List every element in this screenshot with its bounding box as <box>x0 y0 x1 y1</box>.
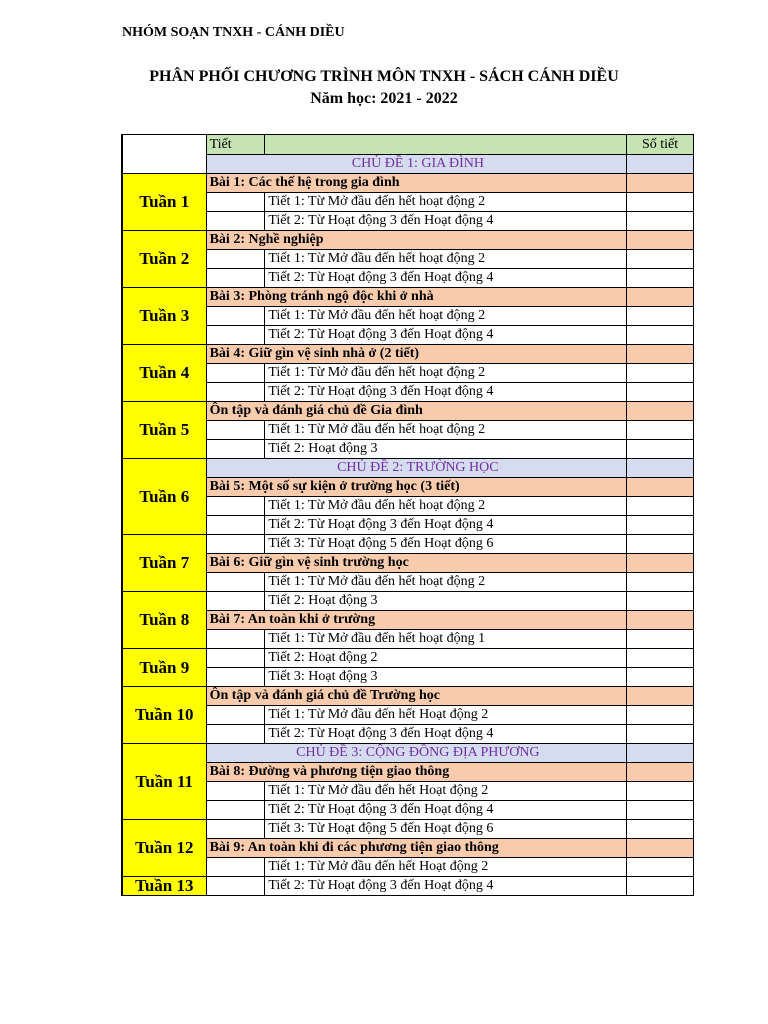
period-row <box>122 307 694 326</box>
lesson-row <box>122 687 694 706</box>
period-text: Tiết 1: Từ Mở đầu đến hết hoạt động 2 <box>265 573 627 592</box>
week-label: Tuần 13 <box>122 877 206 896</box>
period-row <box>122 364 694 383</box>
period-row <box>122 193 694 212</box>
week-label: Tuần 2 <box>122 231 206 288</box>
period-row <box>122 326 694 345</box>
count-cell <box>627 535 694 554</box>
count-cell <box>627 250 694 269</box>
period-row <box>122 212 694 231</box>
period-row <box>122 516 694 535</box>
count-cell <box>627 155 694 174</box>
count-cell <box>627 877 694 896</box>
column-header-content <box>265 135 627 155</box>
lesson-title: Bài 4: Giữ gìn vệ sinh nhà ở (2 tiết) <box>206 345 627 364</box>
count-cell <box>627 611 694 630</box>
week-label: Tuần 12 <box>122 820 206 877</box>
count-cell <box>627 573 694 592</box>
period-row <box>122 269 694 288</box>
period-text: Tiết 1: Từ Mở đầu đến hết hoạt động 2 <box>265 364 627 383</box>
period-text: Tiết 2: Từ Hoạt động 3 đến Hoạt động 4 <box>265 269 627 288</box>
tiet-cell <box>206 820 265 839</box>
lesson-title: Ôn tập và đánh giá chủ đề Trường học <box>206 687 627 706</box>
period-row <box>122 250 694 269</box>
period-row <box>122 497 694 516</box>
count-cell <box>627 763 694 782</box>
period-text: Tiết 3: Từ Hoạt động 5 đến Hoạt động 6 <box>265 820 627 839</box>
lesson-row <box>122 763 694 782</box>
lesson-row <box>122 288 694 307</box>
count-cell <box>627 497 694 516</box>
period-row <box>122 668 694 687</box>
period-text: Tiết 1: Từ Mở đầu đến hết Hoạt động 2 <box>265 706 627 725</box>
lesson-title: Bài 6: Giữ gìn vệ sinh trường học <box>206 554 627 573</box>
count-cell <box>627 478 694 497</box>
tiet-cell <box>206 212 265 231</box>
lesson-row <box>122 478 694 497</box>
week-label: Tuần 6 <box>122 459 206 535</box>
tiet-cell <box>206 383 265 402</box>
count-cell <box>627 307 694 326</box>
tiet-cell <box>206 649 265 668</box>
count-cell <box>627 402 694 421</box>
tiet-cell <box>206 668 265 687</box>
week-label: Tuần 3 <box>122 288 206 345</box>
tiet-cell <box>206 516 265 535</box>
count-cell <box>627 212 694 231</box>
period-text: Tiết 1: Từ Mở đầu đến hết hoạt động 2 <box>265 497 627 516</box>
lesson-title: Bài 1: Các thế hệ trong gia đình <box>206 174 627 193</box>
period-row <box>122 725 694 744</box>
lesson-title: Bài 8: Đường và phương tiện giao thông <box>206 763 627 782</box>
lesson-title: Bài 2: Nghề nghiệp <box>206 231 627 250</box>
count-cell <box>627 839 694 858</box>
count-cell <box>627 744 694 763</box>
document-title: PHÂN PHỐI CHƯƠNG TRÌNH MÔN TNXH - SÁCH CÁNH DIỀU <box>149 68 619 85</box>
tiet-cell <box>206 801 265 820</box>
period-row <box>122 782 694 801</box>
topic-row <box>122 744 694 763</box>
group-name: NHÓM SOẠN TNXH - CÁNH DIỀU <box>122 25 345 40</box>
count-cell <box>627 269 694 288</box>
tiet-cell <box>206 630 265 649</box>
period-text: Tiết 1: Từ Mở đầu đến hết Hoạt động 2 <box>265 782 627 801</box>
tiet-cell <box>206 497 265 516</box>
tiet-cell <box>206 592 265 611</box>
tiet-cell <box>206 269 265 288</box>
count-cell <box>627 782 694 801</box>
period-text: Tiết 2: Từ Hoạt động 3 đến Hoạt động 4 <box>265 801 627 820</box>
period-row <box>122 440 694 459</box>
lesson-title: Bài 5: Một số sự kiện ở trường học (3 tiết) <box>206 478 627 497</box>
count-cell <box>627 687 694 706</box>
topic-title: CHỦ ĐỀ 2: TRƯỜNG HỌC <box>206 459 627 478</box>
lesson-row <box>122 554 694 573</box>
lesson-row <box>122 611 694 630</box>
count-cell <box>627 459 694 478</box>
count-cell <box>627 440 694 459</box>
period-text: Tiết 1: Từ Mở đầu đến hết hoạt động 2 <box>265 193 627 212</box>
lesson-row <box>122 402 694 421</box>
count-cell <box>627 345 694 364</box>
week-label: Tuần 8 <box>122 592 206 649</box>
count-cell <box>627 820 694 839</box>
curriculum-table <box>121 134 694 896</box>
tiet-cell <box>206 782 265 801</box>
period-row <box>122 573 694 592</box>
lesson-title: Bài 3: Phòng tránh ngộ độc khi ở nhà <box>206 288 627 307</box>
count-cell <box>627 383 694 402</box>
lesson-row <box>122 174 694 193</box>
period-row <box>122 820 694 839</box>
week-label: Tuần 7 <box>122 535 206 592</box>
period-text: Tiết 2: Hoạt động 2 <box>265 649 627 668</box>
count-cell <box>627 801 694 820</box>
table-header-row <box>122 135 694 155</box>
column-header-so-tiet: Số tiết <box>627 135 694 155</box>
week-label: Tuần 5 <box>122 402 206 459</box>
count-cell <box>627 706 694 725</box>
week-label: Tuần 9 <box>122 649 206 687</box>
week-label: Tuần 11 <box>122 744 206 820</box>
tiet-cell <box>206 706 265 725</box>
period-row <box>122 801 694 820</box>
count-cell <box>627 326 694 345</box>
topic-row <box>122 155 694 174</box>
tiet-cell <box>206 440 265 459</box>
period-row <box>122 649 694 668</box>
count-cell <box>627 231 694 250</box>
tiet-cell <box>206 573 265 592</box>
lesson-row <box>122 345 694 364</box>
lesson-title: Bài 9: An toàn khi đi các phương tiện giao thông <box>206 839 627 858</box>
tiet-cell <box>206 193 265 212</box>
period-row <box>122 877 694 896</box>
period-text: Tiết 2: Từ Hoạt động 3 đến Hoạt động 4 <box>265 383 627 402</box>
period-text: Tiết 1: Từ Mở đầu đến hết hoạt động 2 <box>265 250 627 269</box>
count-cell <box>627 516 694 535</box>
count-cell <box>627 193 694 212</box>
topic-title: CHỦ ĐỀ 3: CỘNG ĐỒNG ĐỊA PHƯƠNG <box>206 744 627 763</box>
period-text: Tiết 1: Từ Mở đầu đến hết hoạt động 1 <box>265 630 627 649</box>
tiet-cell <box>206 364 265 383</box>
period-text: Tiết 1: Từ Mở đầu đến hết hoạt động 2 <box>265 421 627 440</box>
period-text: Tiết 2: Từ Hoạt động 3 đến Hoạt động 4 <box>265 326 627 345</box>
period-text: Tiết 2: Từ Hoạt động 3 đến Hoạt động 4 <box>265 725 627 744</box>
period-row <box>122 535 694 554</box>
corner-cell <box>122 135 206 174</box>
tiet-cell <box>206 250 265 269</box>
count-cell <box>627 364 694 383</box>
period-row <box>122 706 694 725</box>
topic-row <box>122 459 694 478</box>
period-text: Tiết 2: Hoạt động 3 <box>265 592 627 611</box>
tiet-cell <box>206 858 265 877</box>
week-label: Tuần 10 <box>122 687 206 744</box>
tiet-cell <box>206 877 265 896</box>
period-text: Tiết 2: Từ Hoạt động 3 đến Hoạt động 4 <box>265 516 627 535</box>
period-text: Tiết 1: Từ Mở đầu đến hết Hoạt động 2 <box>265 858 627 877</box>
count-cell <box>627 630 694 649</box>
period-text: Tiết 3: Hoạt động 3 <box>265 668 627 687</box>
lesson-title: Bài 7: An toàn khi ở trường <box>206 611 627 630</box>
topic-title: CHỦ ĐỀ 1: GIA ĐÌNH <box>206 155 627 174</box>
period-text: Tiết 3: Từ Hoạt động 5 đến Hoạt động 6 <box>265 535 627 554</box>
count-cell <box>627 649 694 668</box>
tiet-cell <box>206 326 265 345</box>
count-cell <box>627 725 694 744</box>
period-text: Tiết 2: Từ Hoạt động 3 đến Hoạt động 4 <box>265 212 627 231</box>
week-label: Tuần 1 <box>122 174 206 231</box>
count-cell <box>627 421 694 440</box>
period-row <box>122 592 694 611</box>
school-year: Năm học: 2021 - 2022 <box>310 90 458 107</box>
count-cell <box>627 858 694 877</box>
column-header-tiet: Tiết <box>206 135 265 155</box>
count-cell <box>627 174 694 193</box>
period-row <box>122 630 694 649</box>
period-row <box>122 383 694 402</box>
lesson-row <box>122 231 694 250</box>
tiet-cell <box>206 307 265 326</box>
lesson-title: Ôn tập và đánh giá chủ đề Gia đình <box>206 402 627 421</box>
tiet-cell <box>206 725 265 744</box>
count-cell <box>627 592 694 611</box>
period-text: Tiết 1: Từ Mở đầu đến hết hoạt động 2 <box>265 307 627 326</box>
count-cell <box>627 554 694 573</box>
period-text: Tiết 2: Hoạt động 3 <box>265 440 627 459</box>
count-cell <box>627 288 694 307</box>
week-label: Tuần 4 <box>122 345 206 402</box>
period-row <box>122 421 694 440</box>
tiet-cell <box>206 535 265 554</box>
count-cell <box>627 668 694 687</box>
period-text: Tiết 2: Từ Hoạt động 3 đến Hoạt động 4 <box>265 877 627 896</box>
lesson-row <box>122 839 694 858</box>
period-row <box>122 858 694 877</box>
tiet-cell <box>206 421 265 440</box>
